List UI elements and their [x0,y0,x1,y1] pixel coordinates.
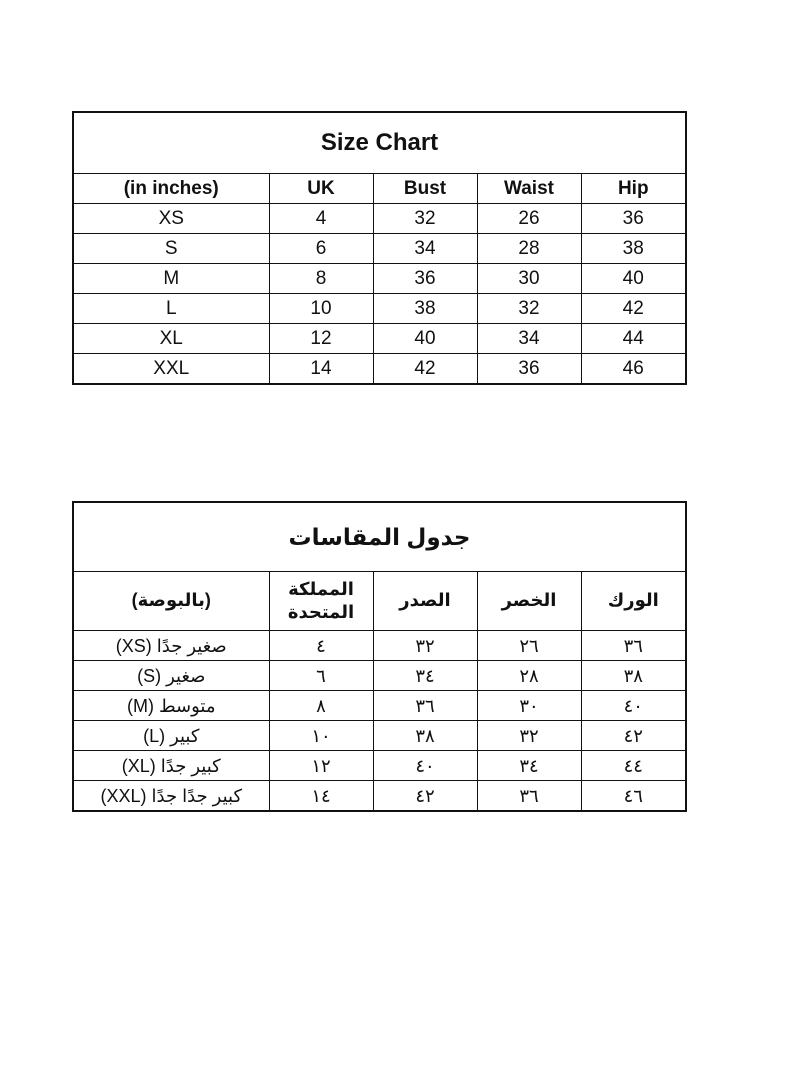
uk-cell: ١٢ [269,751,373,781]
hip-cell: ٣٨ [581,661,686,691]
size-chart-title-arabic: جدول المقاسات [73,502,686,572]
header-uk: المملكة المتحدة [269,572,373,631]
table-row [73,264,686,294]
size-cell: صغير جدًا (XS) [73,631,269,661]
size-cell: متوسط (M) [73,691,269,721]
bust-cell: 34 [373,234,477,264]
header-row [73,572,686,631]
size-cell: XL [73,324,269,354]
hip-cell: ٣٦ [581,631,686,661]
size-cell: XS [73,204,269,234]
waist-cell: 30 [477,264,581,294]
size-cell: XXL [73,354,269,385]
hip-cell: ٤٤ [581,751,686,781]
table-row [73,324,686,354]
header-hip: الورك [581,572,686,631]
hip-cell: ٤٦ [581,781,686,812]
waist-cell: ٣٦ [477,781,581,812]
table-row [73,631,686,661]
bust-cell: 36 [373,264,477,294]
waist-cell: 26 [477,204,581,234]
hip-cell: 40 [581,264,686,294]
hip-cell: 44 [581,324,686,354]
size-chart-table-english [72,111,687,385]
waist-cell: ٢٦ [477,631,581,661]
table-row [73,354,686,385]
uk-cell: 10 [269,294,373,324]
waist-cell: ٣٢ [477,721,581,751]
hip-cell: 42 [581,294,686,324]
size-cell: L [73,294,269,324]
bust-cell: 40 [373,324,477,354]
header-unit: (in inches) [73,174,269,204]
uk-cell: ٤ [269,631,373,661]
uk-cell: ٨ [269,691,373,721]
size-cell: كبير جدًا (XL) [73,751,269,781]
bust-cell: ٣٢ [373,631,477,661]
header-unit: (بالبوصة) [73,572,269,631]
waist-cell: ٢٨ [477,661,581,691]
size-cell: S [73,234,269,264]
size-chart-table-arabic [72,501,687,812]
hip-cell: 36 [581,204,686,234]
uk-cell: 8 [269,264,373,294]
hip-cell: 38 [581,234,686,264]
header-hip: Hip [581,174,686,204]
uk-cell: 14 [269,354,373,385]
table-row [73,234,686,264]
size-chart-title: Size Chart [73,112,686,174]
size-cell: كبير (L) [73,721,269,751]
uk-cell: ١٤ [269,781,373,812]
waist-cell: 34 [477,324,581,354]
header-uk: UK [269,174,373,204]
uk-cell: 6 [269,234,373,264]
bust-cell: 38 [373,294,477,324]
waist-cell: 36 [477,354,581,385]
hip-cell: ٤٠ [581,691,686,721]
table-row [73,661,686,691]
header-waist: Waist [477,174,581,204]
table-row [73,781,686,812]
header-bust: Bust [373,174,477,204]
bust-cell: ٤٢ [373,781,477,812]
header-bust: الصدر [373,572,477,631]
size-cell: M [73,264,269,294]
hip-cell: ٤٢ [581,721,686,751]
uk-cell: ٦ [269,661,373,691]
header-waist: الخصر [477,572,581,631]
waist-cell: 32 [477,294,581,324]
bust-cell: 32 [373,204,477,234]
uk-cell: 4 [269,204,373,234]
waist-cell: ٣٠ [477,691,581,721]
uk-cell: ١٠ [269,721,373,751]
bust-cell: ٤٠ [373,751,477,781]
waist-cell: 28 [477,234,581,264]
bust-cell: ٣٨ [373,721,477,751]
table-row [73,204,686,234]
table-row [73,721,686,751]
header-row [73,174,686,204]
bust-cell: 42 [373,354,477,385]
size-cell: كبير جدًا جدًا (XXL) [73,781,269,812]
table-row [73,294,686,324]
table-row [73,691,686,721]
waist-cell: ٣٤ [477,751,581,781]
bust-cell: ٣٦ [373,691,477,721]
uk-cell: 12 [269,324,373,354]
bust-cell: ٣٤ [373,661,477,691]
table-row [73,751,686,781]
size-cell: صغير (S) [73,661,269,691]
hip-cell: 46 [581,354,686,385]
